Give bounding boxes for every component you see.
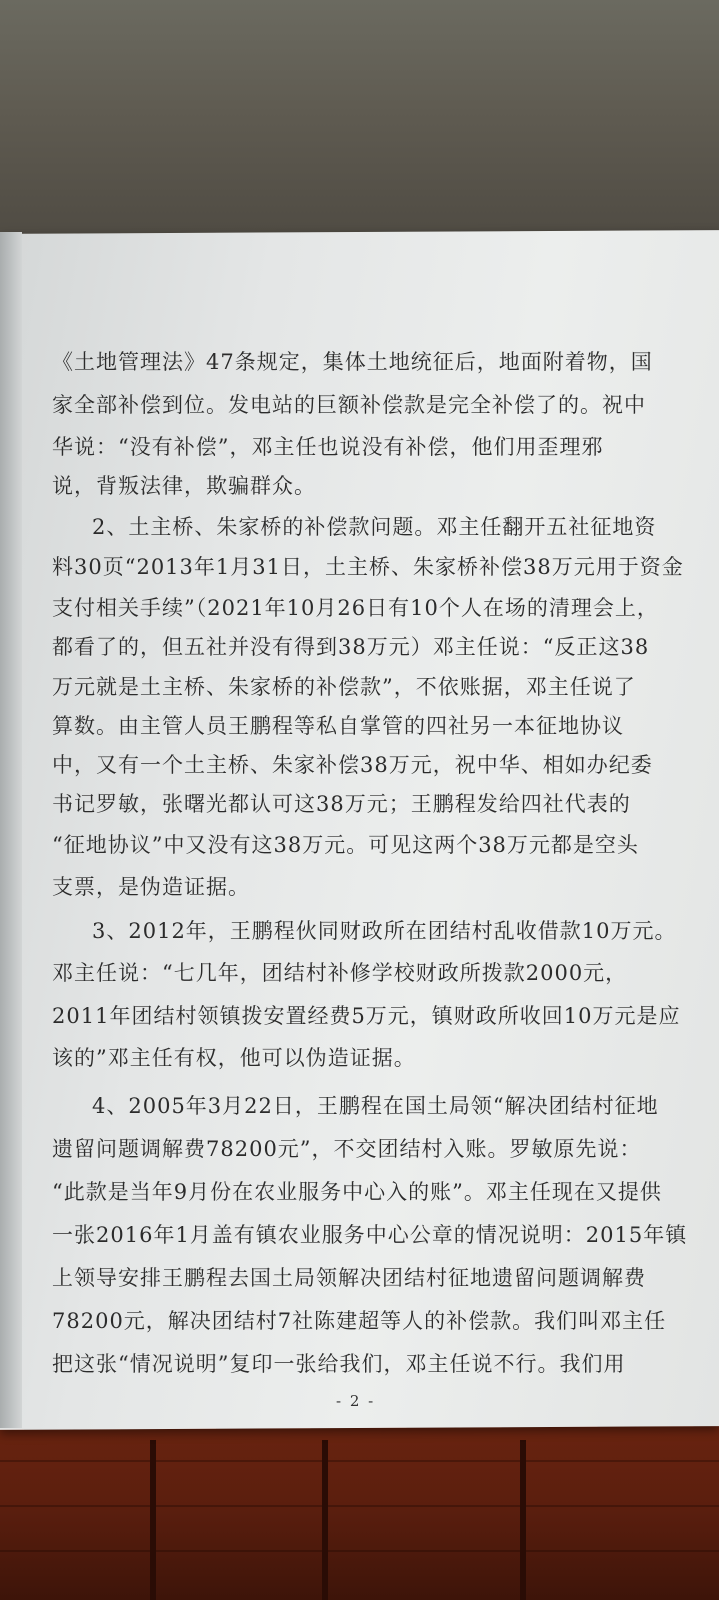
text-line: “征地协议”中又没有这38万元。可见这两个38万元都是空头 (52, 833, 639, 857)
plank-gap (150, 1440, 156, 1600)
text-line: 万元就是土主桥、朱家桥的补偿款”，不依账据，邓主任说了 (52, 675, 636, 699)
text-line: 都看了的，但五社并没有得到38万元）邓主任说：“反正这38 (52, 635, 650, 659)
text-line: 算数。由主管人员王鹏程等私自掌管的四社另一本征地协议 (52, 714, 624, 738)
plank-gap (322, 1440, 328, 1600)
text-line: 支票，是伪造证据。 (52, 875, 250, 899)
text-line: “此款是当年9月份在农业服务中心入的账”。邓主任现在又提供 (52, 1180, 662, 1204)
text-line: 该的”邓主任有权，他可以伪造证据。 (52, 1046, 416, 1070)
text-line: 书记罗敏，张曙光都认可这38万元；王鹏程发给四社代表的 (52, 792, 631, 816)
text-line: 说，背叛法律，欺骗群众。 (52, 474, 316, 498)
text-line: 把这张“情况说明”复印一张给我们，邓主任说不行。我们用 (52, 1352, 626, 1376)
text-line: 支付相关手续”（2021年10月26日有10个人在场的清理会上， (52, 596, 659, 620)
text-line: 遗留问题调解费78200元”，不交团结村入账。罗敏原先说： (52, 1137, 642, 1161)
text-line: 中，又有一个土主桥、朱家补偿38万元，祝中华、相如办纪委 (52, 753, 653, 777)
text-line: 一张2016年1月盖有镇农业服务中心公章的情况说明：2015年镇 (52, 1223, 688, 1247)
text-line: 上领导安排王鹏程去国土局领解决团结村征地遗留问题调解费 (52, 1266, 646, 1290)
wooden-table (0, 1420, 719, 1600)
text-line: 2011年团结村领镇拨安置经费5万元，镇财政所收回10万元是应 (52, 1004, 681, 1028)
text-line: 华说：“没有补偿”，邓主任也说没有补偿，他们用歪理邪 (52, 435, 604, 459)
text-line: 2、土主桥、朱家桥的补偿款问题。邓主任翻开五社征地资 (92, 515, 657, 539)
plank-gap (520, 1440, 526, 1600)
text-line: 4、2005年3月22日，王鹏程在国土局领“解决团结村征地 (92, 1094, 659, 1118)
text-line: 家全部补偿到位。发电站的巨额补偿款是完全补偿了的。祝中 (52, 393, 646, 417)
page-number: - 2 - (336, 1392, 376, 1410)
text-line: 邓主任说：“七几年，团结村补修学校财政所拨款2000元， (52, 961, 628, 985)
text-line: 78200元，解决团结村7社陈建超等人的补偿款。我们叫邓主任 (52, 1309, 667, 1333)
text-line: 《土地管理法》47条规定，集体土地统征后，地面附着物，国 (52, 350, 653, 374)
text-line: 3、2012年，王鹏程伙同财政所在团结村乱收借款10万元。 (92, 919, 677, 943)
background-surface-top (0, 0, 719, 250)
text-line: 料30页“2013年1月31日，土主桥、朱家桥补偿38万元用于资金 (52, 555, 684, 579)
page-edge-shadow (0, 232, 22, 1428)
